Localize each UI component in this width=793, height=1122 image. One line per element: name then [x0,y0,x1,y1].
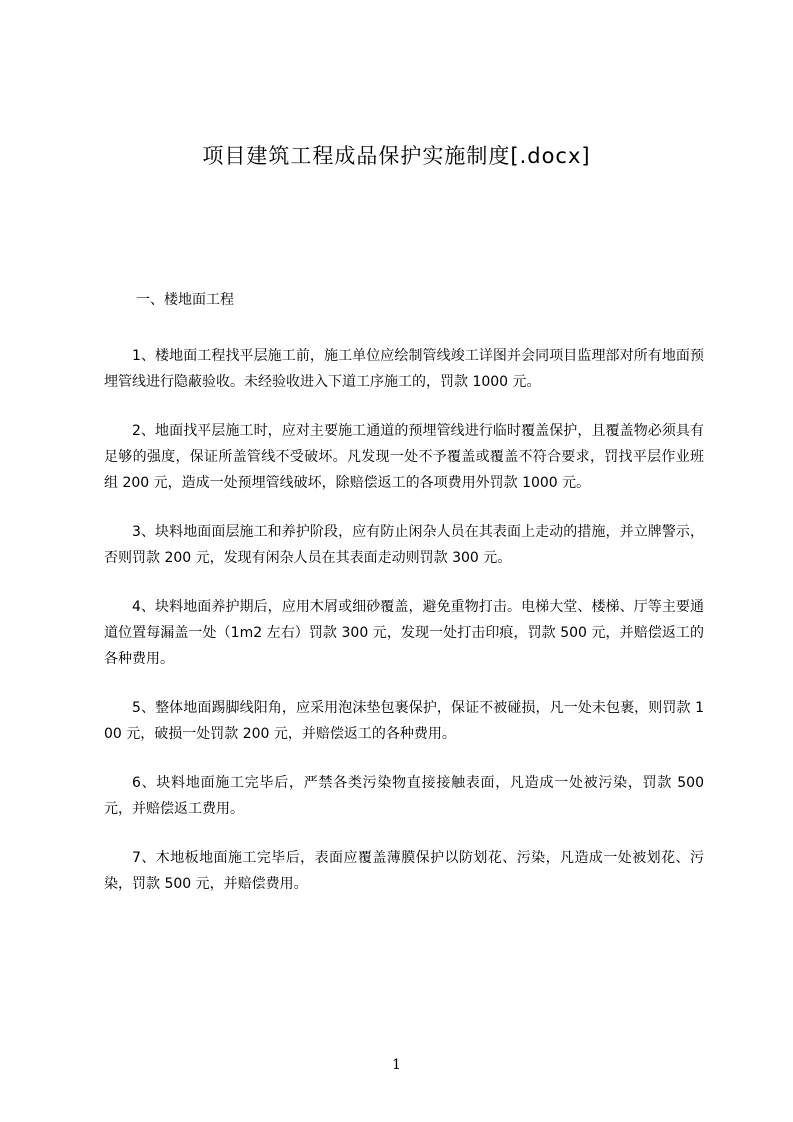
paragraph-6: 6、块料地面施工完毕后，严禁各类污染物直接接触表面，凡造成一处被污染，罚款 500 元，并赔偿返工费用。 [104,775,704,817]
paragraph-3: 3、块料地面面层施工和养护阶段，应有防止闲杂人员在其表面上走动的措施，并立牌警示，否则罚款 200 元，发现有闲杂人员在其表面走动则罚款 300 元。 [104,524,704,566]
paragraph-2: 2、地面找平层施工时，应对主要施工通道的预埋管线进行临时覆盖保护，且覆盖物必须具有足够的强度，保证所盖管线不受破坏。凡发现一处不予覆盖或覆盖不符合要求，罚找平层作业班组 200 元，造成一处预埋管线破坏，除赔偿返工的各项费用外罚款 1000 元。 [104,423,704,491]
paragraph-7: 7、木地板地面施工完毕后，表面应覆盖薄膜保护以防划花、污染，凡造成一处被划花、污染，罚款 500 元，并赔偿费用。 [104,850,704,892]
section-heading: 一、楼地面工程 [136,292,234,308]
paragraph-1: 1、楼地面工程找平层施工前，施工单位应绘制管线竣工详图并会同项目监理部对所有地面预埋管线进行隐蔽验收。未经验收进入下道工序施工的，罚款 1000 元。 [104,348,704,390]
paragraph-5: 5、整体地面踢脚线阳角，应采用泡沫垫包裹保护，保证不被碰损，凡一处未包裹，则罚款 100 元，破损一处罚款 200 元，并赔偿返工的各种费用。 [104,700,704,742]
paragraph-4: 4、块料地面养护期后，应用木屑或细砂覆盖，避免重物打击。电梯大堂、楼梯、厅等主要通道位置每漏盖一处（1m2 左右）罚款 300 元，发现一处打击印痕，罚款 500 元，并赔偿返工的各种费用。 [104,599,704,667]
page-number: 1 [392,1057,401,1073]
page-title: 项目建筑工程成品保护实施制度[.docx] [202,144,591,168]
document-body [104,343,704,920]
